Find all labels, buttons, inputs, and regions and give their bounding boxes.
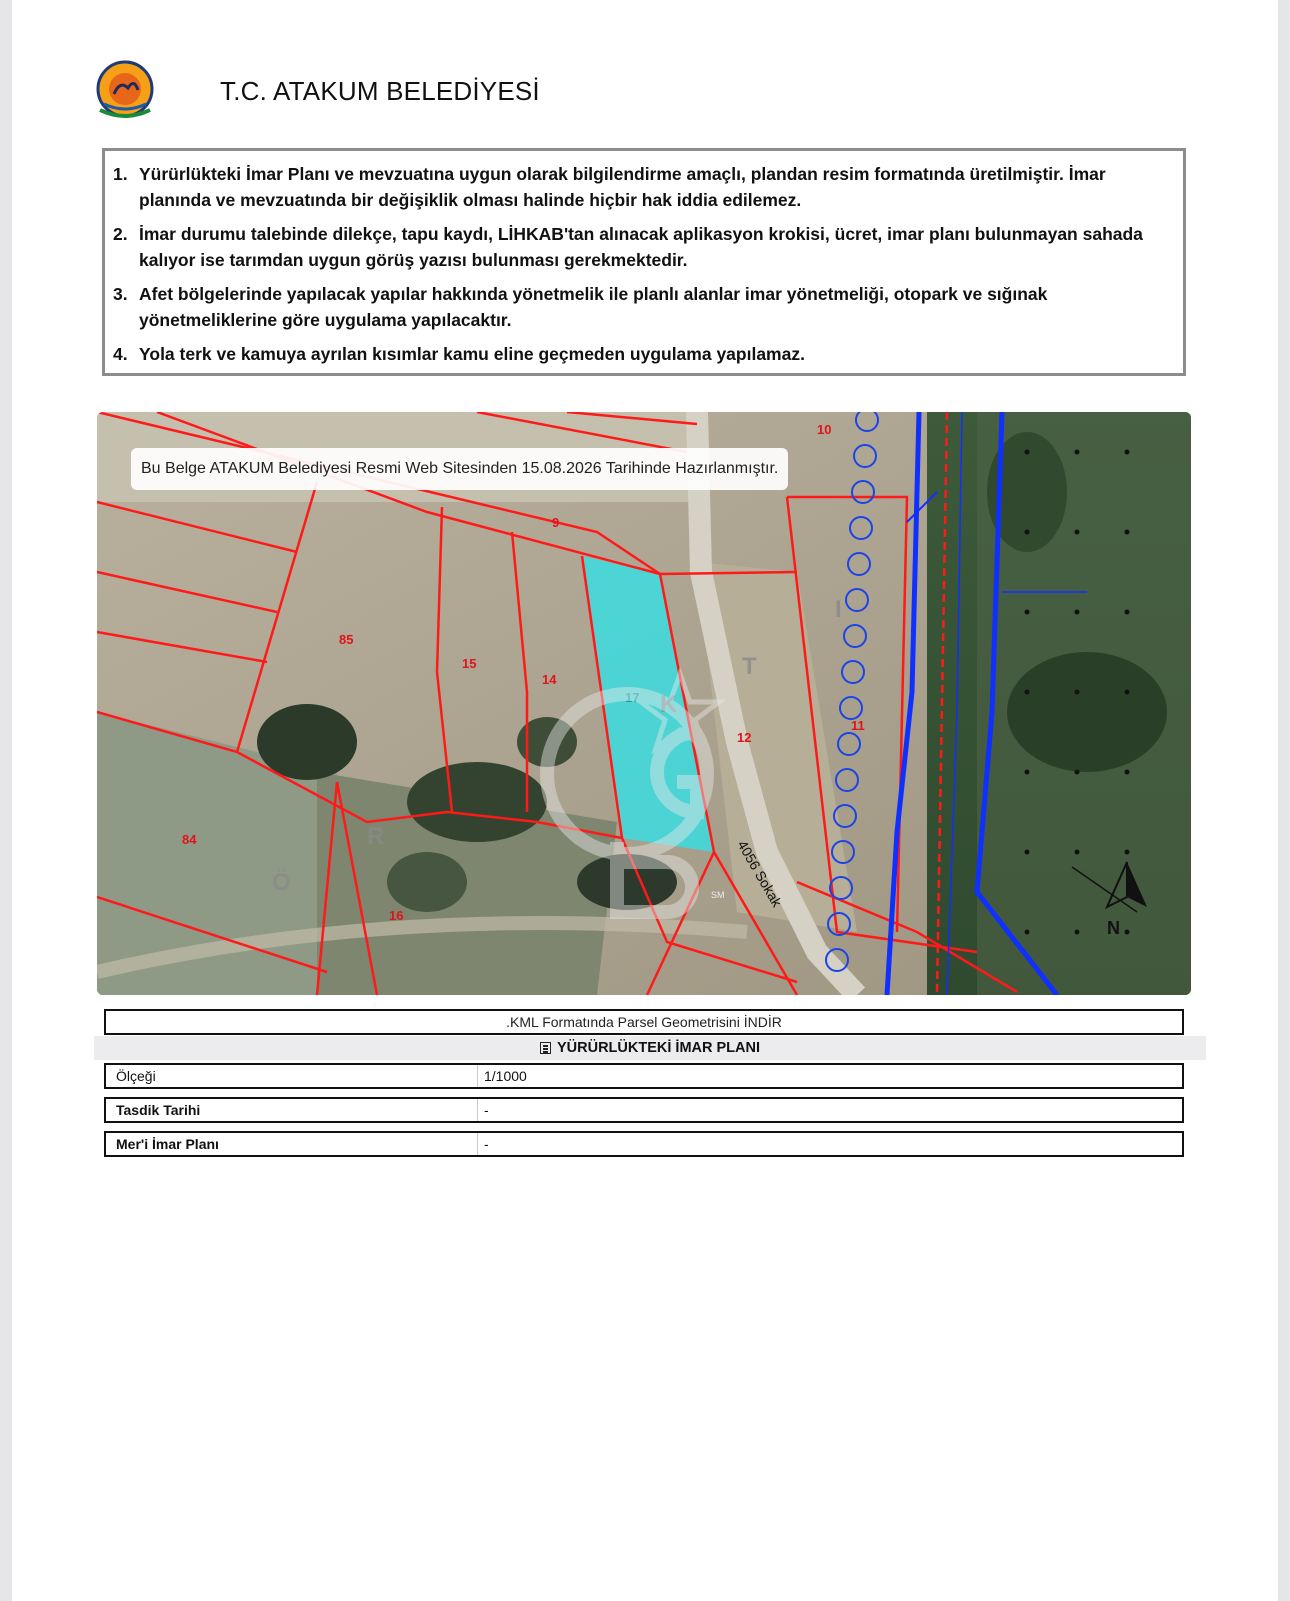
parcel-label: 12 — [737, 730, 752, 745]
row-key: Mer'i İmar Planı — [116, 1136, 219, 1152]
document-page — [12, 0, 1278, 1601]
info-row-current-plan — [104, 1131, 1184, 1157]
notice-text: İmar durumu talebinde dilekçe, tapu kaydı, LİHKAB'tan alınacak aplikasyon krokisi, ücret, imar planı bulunmayan sahada kalıyor ise tarımdan uygun görüş yazısı bulunması gerekmektedir. — [139, 224, 1143, 270]
zone-letter: T — [742, 653, 757, 680]
notice-item — [113, 221, 1169, 273]
zone-letter: R — [367, 823, 385, 850]
atakum-logo — [94, 60, 156, 122]
notice-text: Yola terk ve kamuya ayrılan kısımlar kamu eline geçmeden uygulama yapılamaz. — [139, 344, 805, 364]
row-key: Tasdik Tarihi — [116, 1102, 201, 1118]
parcel-label: 17 — [625, 690, 640, 705]
row-value: 1/1000 — [484, 1068, 527, 1084]
street-label: 4056 Sokak — [734, 837, 786, 910]
notice-text: Afet bölgelerinde yapılacak yapılar hakkında yönetmelik ile planlı alanlar imar yönetmeliği, otopark ve sığınak yönetmeliklerine göre uygulama yapılacaktır. — [139, 284, 1048, 330]
zone-letter: I — [835, 596, 842, 623]
notice-number: 1. — [113, 164, 128, 184]
notice-item — [113, 341, 1169, 367]
notice-number: 4. — [113, 344, 128, 364]
notice-number: 3. — [113, 284, 128, 304]
row-value: - — [484, 1136, 489, 1152]
zone-letter: Ö — [272, 869, 291, 896]
page-title: T.C. ATAKUM BELEDİYESİ — [220, 76, 540, 106]
notice-number: 2. — [113, 224, 128, 244]
kml-download-link[interactable]: .KML Formatında Parsel Geometrisini İNDİR — [104, 1009, 1184, 1035]
info-row-scale — [104, 1063, 1184, 1089]
parcel-label: 14 — [542, 672, 557, 687]
notice-item — [113, 281, 1169, 333]
header — [94, 58, 694, 122]
zoning-map[interactable] — [97, 412, 1191, 995]
document-icon — [540, 1042, 551, 1054]
parcel-label: 85 — [339, 632, 354, 647]
parcel-label: 15 — [462, 656, 477, 671]
generation-stamp: Bu Belge ATAKUM Belediyesi Resmi Web Sitesinden 15.08.2026 Tarihinde Hazırlanmıştır. — [131, 448, 788, 490]
row-value: - — [484, 1102, 489, 1118]
parcel-label: 11 — [851, 718, 865, 733]
north-label: N — [1107, 918, 1120, 938]
info-row-approval-date — [104, 1097, 1184, 1123]
parcel-label: 10 — [817, 422, 832, 437]
notice-item — [113, 161, 1169, 213]
parcel-label: 84 — [182, 832, 197, 847]
notice-text: Yürürlükteki İmar Planı ve mevzuatına uygun olarak bilgilendirme amaçlı, plandan resim formatında üretilmiştir. İmar planında ve mevzuatında bir değişiklik olması halinde hiçbir hak iddia edilemez. — [139, 164, 1106, 210]
section-title-text: YÜRÜRLÜKTEKİ İMAR PLANI — [557, 1040, 760, 1056]
row-key: Ölçeği — [116, 1068, 156, 1084]
zone-letter: K — [660, 691, 678, 718]
section-title — [94, 1036, 1206, 1060]
notice-box — [102, 148, 1186, 376]
watermark-label: SM — [711, 890, 725, 900]
parcel-label: 16 — [389, 908, 404, 923]
parcel-label: 9 — [552, 515, 560, 530]
